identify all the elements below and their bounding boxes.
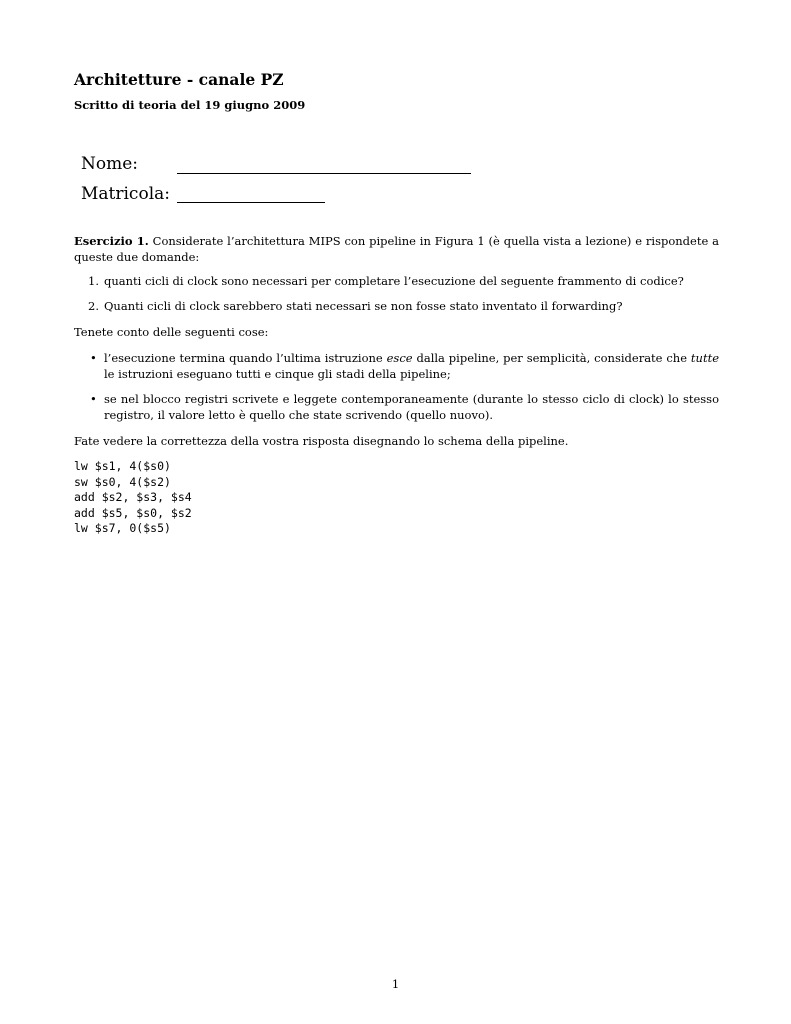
code-line: sw $s0, 4($s2) (74, 474, 171, 489)
code-block (74, 459, 192, 537)
question-text: Quanti cicli di clock sarebbero stati necessari se non fosse stato inventato il forwarding? (104, 299, 623, 313)
note-text-part: dalla pipeline, per semplicità, considerate che (412, 351, 691, 365)
student-id-label: Matricola: (81, 184, 170, 204)
notes-intro: Tenete conto delle seguenti cose: (74, 325, 269, 339)
bullet-icon: • (90, 351, 97, 365)
code-line: lw $s7, 0($s5) (74, 521, 171, 535)
code-line: lw $s1, 4($s0) (74, 459, 171, 473)
note-text-part: le istruzioni eseguano tutti e cinque gli stadi della pipeline; (104, 367, 451, 381)
name-field-line (177, 173, 471, 174)
bullet-icon: • (90, 392, 97, 406)
note-emphasis: esce (386, 351, 413, 365)
question-number: 1. (88, 274, 99, 288)
exercise-intro (74, 233, 719, 265)
note-text-part: l’esecuzione termina quando l’ultima istruzione (104, 351, 387, 365)
note-text (104, 350, 719, 382)
question-text: quanti cicli di clock sono necessari per completare l’esecuzione del seguente frammento di codice? (104, 274, 684, 288)
name-label: Nome: (81, 154, 139, 174)
student-id-field-line (177, 202, 325, 203)
closing-instruction: Fate vedere la correttezza della vostra risposta disegnando lo schema della pipeline. (74, 434, 569, 448)
note-text: se nel blocco registri scrivete e leggete contemporaneamente (durante lo stesso ciclo di clock) lo stesso registro, il valore letto è quello che state scrivendo (quello nuovo). (104, 392, 719, 422)
question-number: 2. (88, 299, 99, 313)
note-emphasis: tutte (690, 351, 719, 365)
code-line: add $s5, $s0, $s2 (74, 505, 192, 520)
page-number: 1 (391, 977, 400, 991)
exercise-intro-text: Considerate l’architettura MIPS con pipeline in Figura 1 (è quella vista a lezione) e rispondete a queste due domande: (74, 234, 719, 264)
exercise-label: Esercizio 1. (74, 234, 149, 248)
page-title: Architetture - canale PZ (74, 70, 284, 89)
exam-subtitle: Scritto di teoria del 19 giugno 2009 (74, 98, 306, 112)
code-line: add $s2, $s3, $s4 (74, 490, 192, 504)
